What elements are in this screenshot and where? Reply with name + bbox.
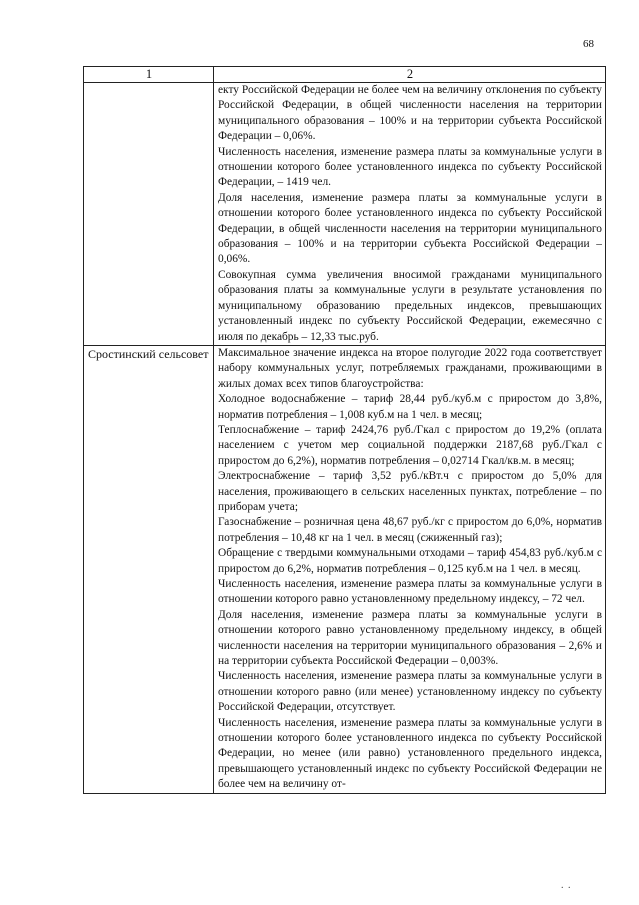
column-header-1: 1 [84, 67, 214, 83]
paragraph: Обращение с твердыми коммунальными отходами – тариф 454,83 руб./куб.м с приростом до 6,2%, норматив потребления – 0,125 куб.м на 1 чел. в месяц. [218, 547, 602, 575]
municipality-cell [84, 83, 214, 346]
paragraph: Максимальное значение индекса на второе полугодие 2022 года соответствует набору коммунальных услуг, потребляемых гражданами, проживающими в жилых домах всех типов благоустройства: [218, 346, 602, 390]
paragraph: екту Российской Федерации не более чем на величину отклонения по субъекту Российской Федерации, в общей численности населения на территории муниципального образования – 100% и на территории субъекта Российской Федерации – 0,06%. [218, 84, 602, 143]
description-cell [214, 83, 606, 346]
municipality-cell: Сростинский сельсовет [84, 345, 214, 793]
services-table [83, 66, 606, 794]
paragraph: Газоснабжение – розничная цена 48,67 руб./кг с приростом до 6,0%, норматив потребления – 10,48 кг на 1 чел. в месяц (сжиженный газ); [218, 516, 602, 544]
paragraph: Численность населения, изменение размера платы за коммунальные услуги в отношении которого равно установленному предельному индексу, – 72 чел. [218, 578, 602, 606]
paragraph: Численность населения, изменение размера платы за коммунальные услуги в отношении которого равно (или менее) установленному индексу по субъекту Российской Федерации, отсутствует. [218, 670, 602, 714]
paragraph: Холодное водоснабжение – тариф 28,44 руб./куб.м с приростом до 3,8%, норматив потребления – 1,008 куб.м на 1 чел. в месяц; [218, 393, 602, 421]
page-number: 68 [583, 38, 594, 50]
paragraph: Теплоснабжение – тариф 2424,76 руб./Гкал с приростом до 19,2% (оплата населением с учетом мер социальной поддержки 2187,68 руб./Гкал с приростом до 6,2%), норматив потребления – 0,02714 Гкал/кв.м. в месяц; [218, 423, 602, 467]
table-row [84, 83, 606, 346]
paragraph: Численность населения, изменение размера платы за коммунальные услуги в отношении которого более установленного индекса по субъекту Российской Федерации, но менее (или равно) установленного предельного индекса, превышающего установленный индекс по субъекту Российской Федерации не более чем на величину от- [218, 716, 602, 791]
paragraph: Доля населения, изменение размера платы за коммунальные услуги в отношении которого равно установленному предельному индексу, в общей численности населения на территории муниципального образования – 2,6% и на территории субъекта Российской Федерации – 0,003%. [218, 608, 602, 668]
paragraph: Численность населения, изменение размера платы за коммунальные услуги в отношении которого более установленного индекса по субъекту Российской Федерации, – 1419 чел. [218, 145, 602, 189]
column-header-2: 2 [214, 67, 606, 83]
description-cell [214, 345, 606, 793]
footer-marks: . . [561, 880, 572, 891]
table-row [84, 345, 606, 793]
table-header-row [84, 67, 606, 83]
paragraph: Совокупная сумма увеличения вносимой гражданами муниципального образования платы за коммунальные услуги в результате установления по муниципальному образованию предельных индексов, превышающих установленный индекс по субъекту Российской Федерации, ежемесячно с июля по декабрь – 12,33 тыс.руб. [218, 268, 602, 343]
paragraph: Электроснабжение – тариф 3,52 руб./кВт.ч с приростом до 5,0% для населения, проживающего в сельских населенных пунктах, потребление – по приборам учета; [218, 470, 602, 513]
paragraph: Доля населения, изменение размера платы за коммунальные услуги в отношении которого более установленного индекса по субъекту Российской Федерации, в общей численности населения на территории муниципального образования – 100% и на территории субъекта Российской Федерации – 0,06%. [218, 191, 602, 266]
